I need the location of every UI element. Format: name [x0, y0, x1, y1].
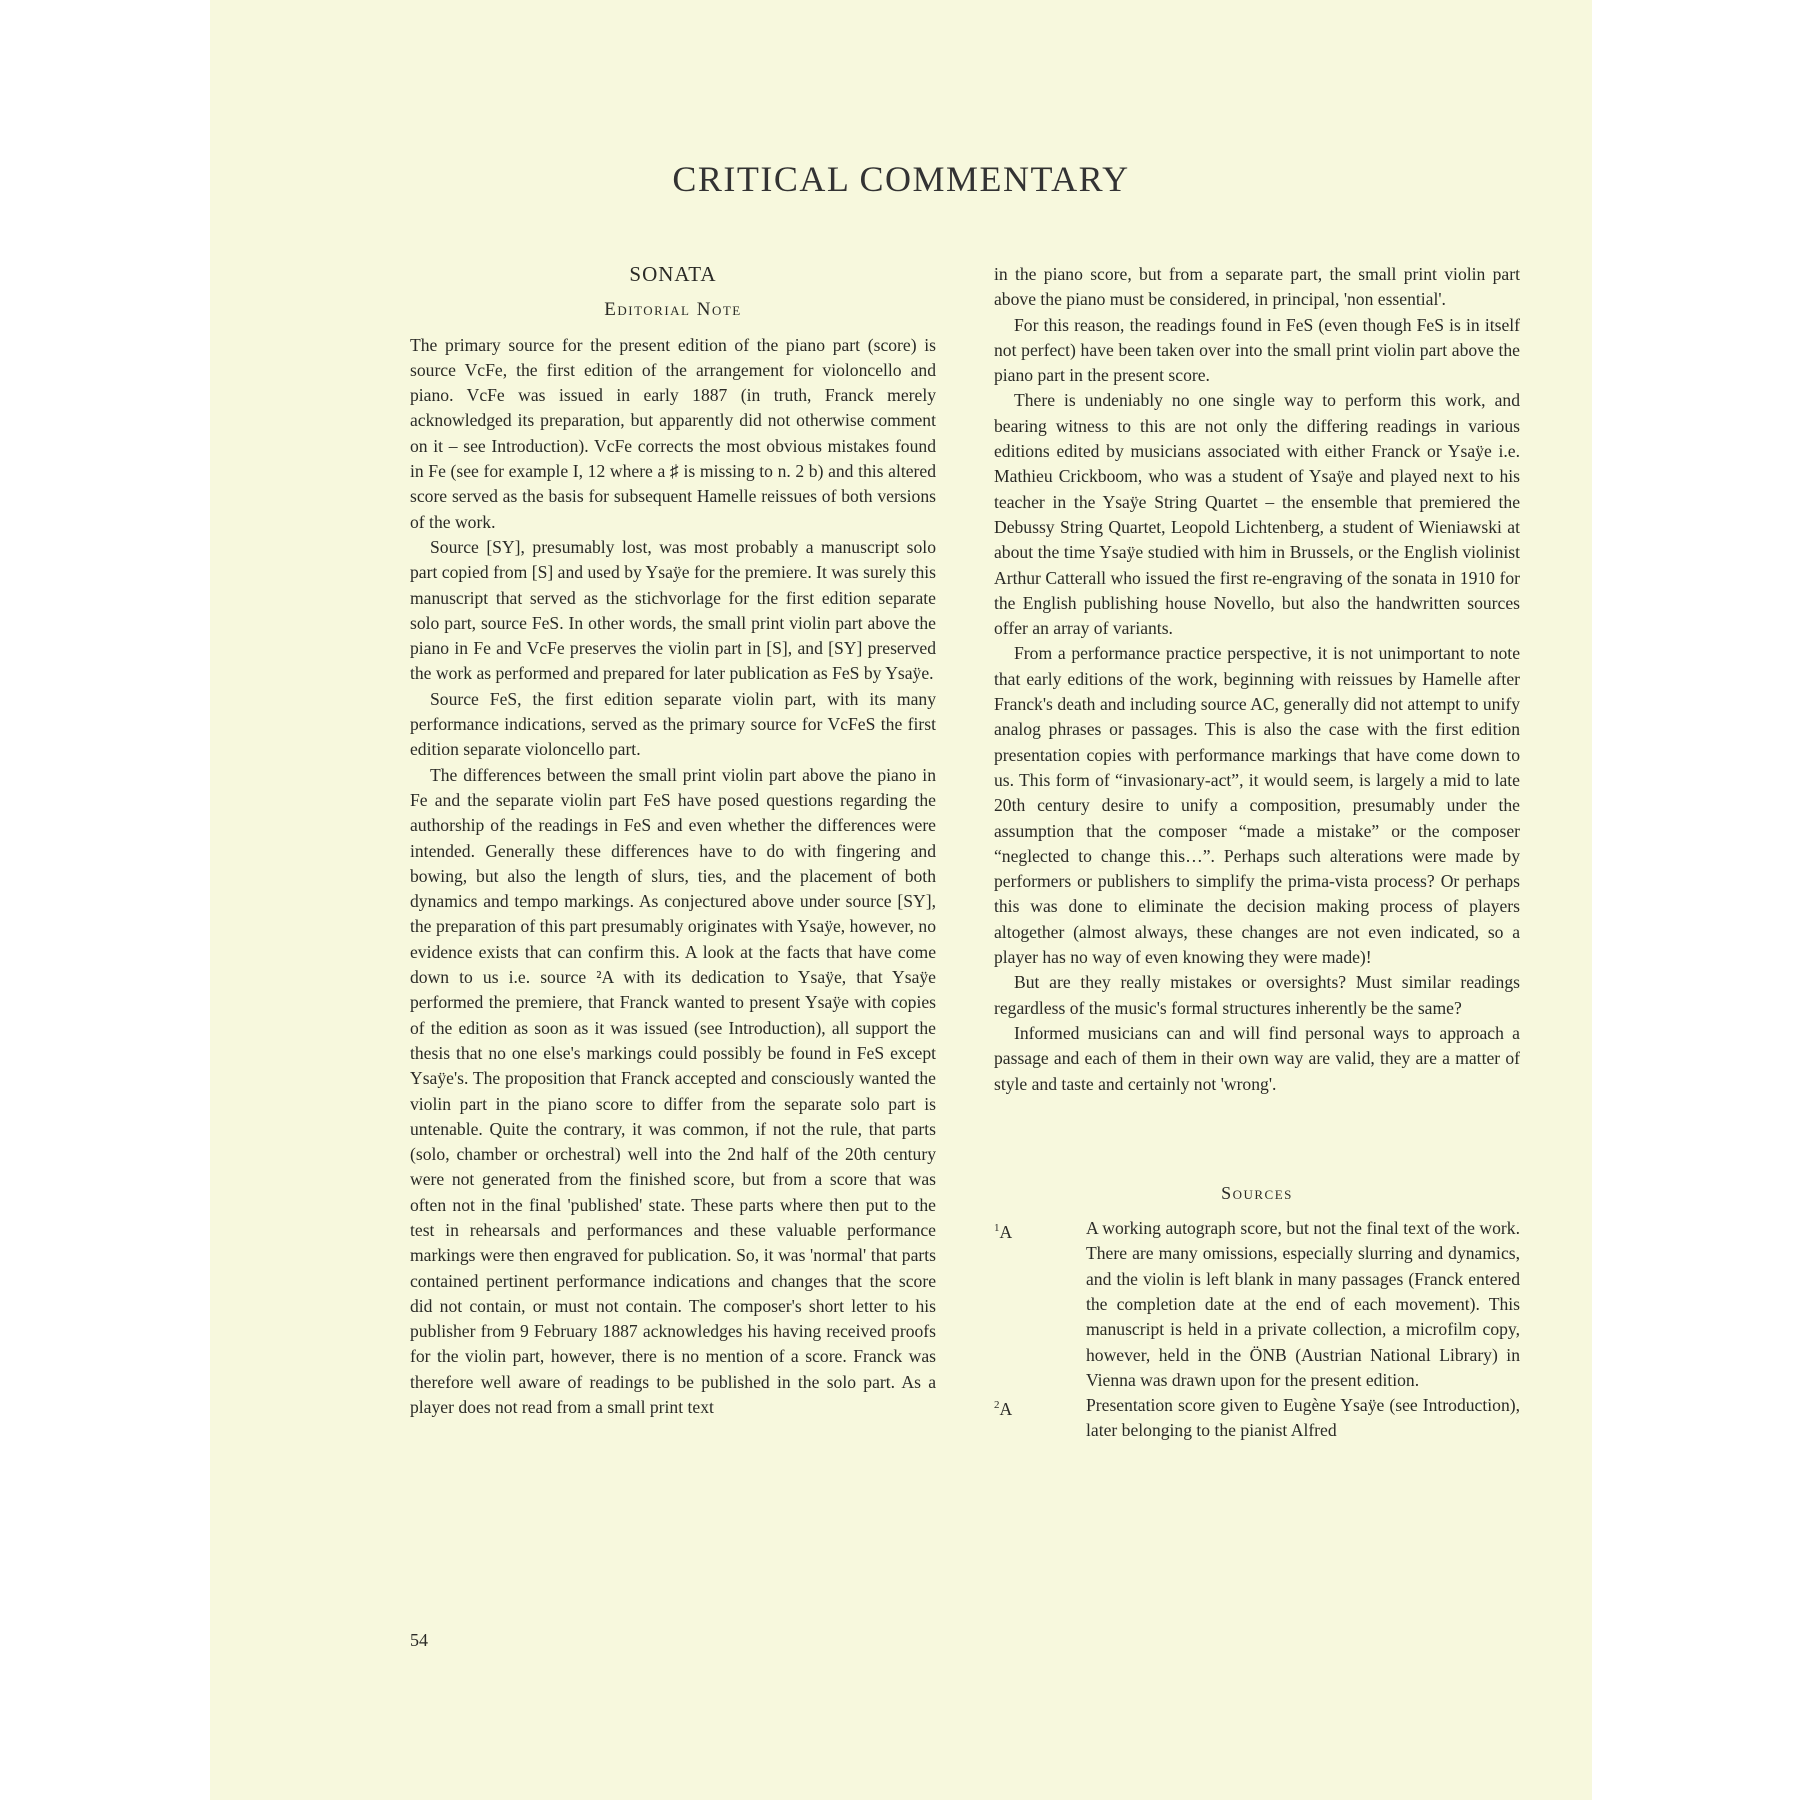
right-column — [994, 262, 1520, 1444]
section-heading-sources: Sources — [1221, 1182, 1293, 1203]
source-label — [994, 1393, 1086, 1444]
paragraph: Informed musicians can and will find personal ways to approach a passage and each of them in their own way are valid, they are a matter of style and taste and certainly not 'wrong'. — [994, 1022, 1520, 1094]
paragraph: The primary source for the present edition of the piano part (score) is source VcFe, the first edition of the arrangement for violoncello and piano. VcFe was issued in early 1887 (in truth, Franck merely acknowledged its preparation, but apparently did not otherwise comment on it – see Introduction). VcFe corrects the most obvious mistakes found in Fe (see for example I, 12 where a ♯ is missing to n. 2 b) and this altered score served as the basis for subsequent Hamelle reissues of both versions of the work. — [410, 334, 936, 532]
source-description: Presentation score given to Eugène Ysaÿe (see Introduction), later belonging to the pianist Alfred — [1086, 1395, 1520, 1441]
paragraph: For this reason, the readings found in FeS (even though FeS is in itself not perfect) have been taken over into the small print violin part above the piano part in the present score. — [994, 314, 1520, 386]
paragraph: Source [SY], presumably lost, was most probably a manuscript solo part copied from [S] and used by Ysaÿe for the premiere. It was surely this manuscript that served as the stichvorlage for the first edition separate solo part, source FeS. In other words, the small print violin part above the piano in Fe and VcFe preserves the violin part in [S], and [SY] preserved the work as performed and prepared for later publication as FeS by Ysaÿe. — [410, 536, 936, 684]
source-label-text: A — [999, 1221, 1013, 1242]
document-page — [210, 0, 1592, 1800]
source-label — [994, 1216, 1086, 1393]
left-column — [410, 262, 936, 1420]
source-entry — [994, 1393, 1520, 1444]
paragraph: But are they really mistakes or oversights? Must similar readings regardless of the music's formal structures inherently be the same? — [994, 972, 1520, 1018]
paragraph: Source FeS, the first edition separate violin part, with its many performance indications, served as the primary source for VcFeS the first edition separate violoncello part. — [410, 688, 936, 760]
source-label-text: A — [999, 1399, 1013, 1420]
source-label-superscript: 1 — [994, 1222, 1000, 1235]
paragraph: From a performance practice perspective, it is not unimportant to note that early editions of the work, beginning with reissues by Hamelle after Franck's death and including source AC, generally did not attempt to unify analog phrases or passages. This is also the case with the first edition presentation copies with performance markings that have come down to us. This form of “invasionary-act”, it would seem, is largely a mid to late 20th century desire to unify a composition, presumably under the assumption that the composer “made a mistake” or the composer “neglected to change this…”. Perhaps such alterations were made by performers or publishers to simplify the prima-vista process? Or perhaps this was done to eliminate the decision making process of players altogether (almost always, these changes are not even indicated, so a player has no way of even knowing they were made)! — [994, 643, 1520, 968]
paragraph: There is undeniably no one single way to perform this work, and bearing witness to this are not only the differing readings in various editions edited by musicians associated with either Franck or Ysaÿe i.e. Mathieu Crickboom, who was a student of Ysaÿe and played next to his teacher in the Ysaÿe String Quartet – the ensemble that premiered the Debussy String Quartet, Leopold Lichtenberg, a student of Wieniawski at about the time Ysaÿe studied with him in Brussels, or the English violinist Arthur Catterall who issued the first re-engraving of the sonata in 1910 for the English publishing house Novello, but also the handwritten sources offer an array of variants. — [994, 390, 1520, 639]
paragraph: in the piano score, but from a separate part, the small print violin part above the piano must be considered, in principal, 'non essential'. — [994, 264, 1520, 310]
section-heading-sonata: SONATA — [629, 262, 717, 286]
source-entry — [994, 1216, 1520, 1393]
section-subheading-editorial-note: Editorial Note — [604, 299, 742, 321]
page-title: CRITICAL COMMENTARY — [672, 159, 1130, 199]
source-description: A working autograph score, but not the final text of the work. There are many omissions, especially slurring and dynamics, and the violin is left blank in many passages (Franck entered the completion date at the end of each movement). This manuscript is held in a private collection, a microfilm copy, however, held in the ÖNB (Austrian National Library) in Vienna was drawn upon for the present edition. — [1086, 1218, 1520, 1390]
source-label-superscript: 2 — [994, 1399, 1000, 1412]
paragraph: The differences between the small print violin part above the piano in Fe and the separate violin part FeS have posed questions regarding the authorship of the readings in FeS and even whether the differences were intended. Generally these differences have to do with fingering and bowing, but also the length of slurs, ties, and the placement of both dynamics and tempo markings. As conjectured above under source [SY], the preparation of this part presumably originates with Ysaÿe, however, no evidence exists that can confirm this. A look at the facts that have come down to us i.e. source ²A with its dedication to Ysaÿe, that Ysaÿe performed the premiere, that Franck wanted to present Ysaÿe with copies of the edition as soon as it was issued (see Introduction), all support the thesis that no one else's markings could possibly be found in FeS except Ysaÿe's. The proposition that Franck accepted and consciously wanted the violin part in the piano score to differ from the separate solo part is untenable. Quite the contrary, it was common, if not the rule, that parts (solo, chamber or orchestral) well into the 2nd half of the 20th century were not generated from the finished score, but from a score that was often not in the final 'published' state. These parts where then put to the test in rehearsals and performances and these valuable performance markings were then engraved for publication. So, it was 'normal' that parts contained pertinent performance indications and changes that the score did not contain, or must not contain. The composer's short letter to his publisher from 9 February 1887 acknowledges his having received proofs for the violin part, however, there is no mention of a score. Franck was therefore well aware of readings to be published in the solo part. As a player does not read from a small print text — [410, 764, 936, 1418]
page-number: 54 — [410, 1630, 428, 1650]
